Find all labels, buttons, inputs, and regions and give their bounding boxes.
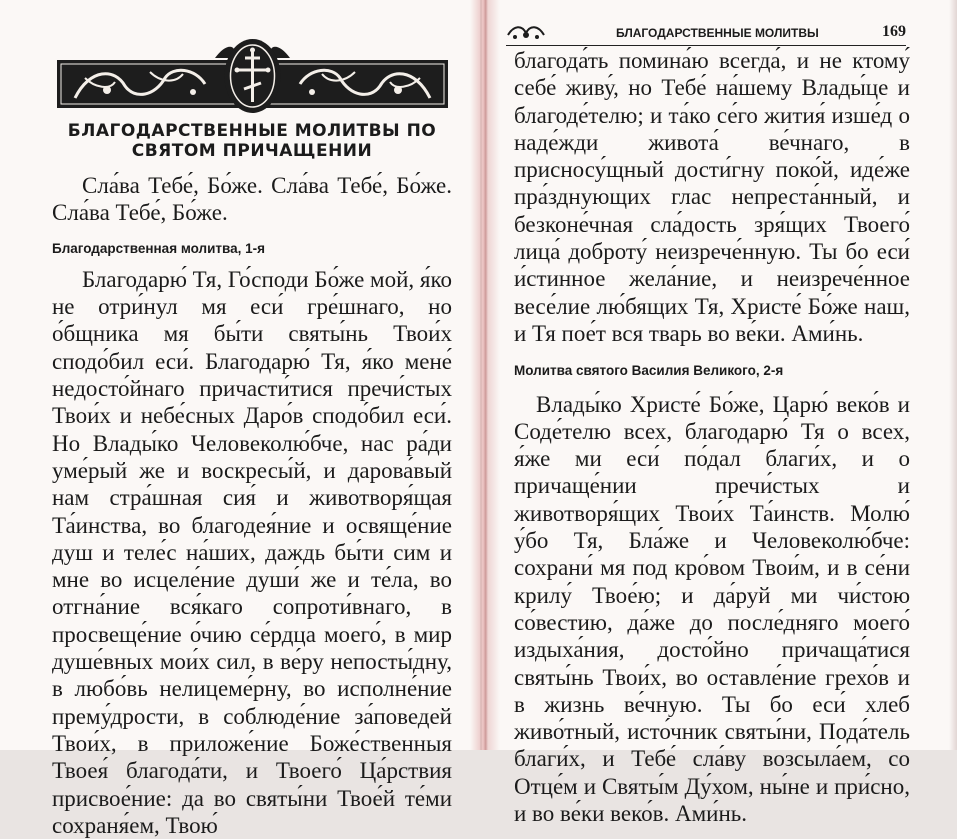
floral-ornament-icon xyxy=(55,38,450,114)
prayer-2-text: Влады́ко Христе́ Бо́же, Царю́ веко́в и Соде́телю всех, благодарю́ Тя о всех, я́же ми еси́ по́дал благи́х, и о причаще́нии пречи́стых и животворя́щих Твои́х Та́инств. Молю́ у́бо Тя, Бла́же и Человеколю́бче: сохрани́ мя под кро́вом Твои́м, и в се́ни крилу́ Твое́ю; и да́руй ми чи́стою со́вестию, да́же до после́дняго моего́ издыха́ния, досто́йно причаща́тися святы́нь Твои́х, во оставле́ние грехо́в и в жизнь ве́чную. Ты бо еси́ хлеб живо́тный, исто́чник святы́ни, Пода́тель благи́х, и Тебе́ сла́ву возсыла́ем, со Отце́м и Святы́м Ду́хом, ны́не и при́сно, и во ве́ки веко́в. Ами́нь. xyxy=(514,391,910,827)
right-page-body xyxy=(514,47,910,827)
left-page-body xyxy=(52,172,452,839)
book-gutter xyxy=(470,0,500,750)
running-header xyxy=(506,25,906,46)
prayer-1-text: Благодарю́ Тя, Го́споди Бо́же мой, я́ко не отри́нул мя еси́ гре́шнаго, но о́бщника мя бы́ти святы́нь Твои́х сподо́бил еси́. Благодарю́ Тя, я́ко мене́ недосто́йнаго причасти́тися пречи́стых Твои́х и небе́сных Даро́в сподо́бил еси́. Но Влады́ко Человеколю́бче, нас ра́ди уме́рый же и воскресы́й, и дарова́вый нам стра́шная сия́ и животворя́щая Та́инства, во благодея́ние и освяще́ние душ и теле́с на́ших, даждь бы́ти сим и мне во исцеле́ние души́ же и те́ла, во отгна́ние вся́каго сопроти́внаго, в просвеще́ние о́чию се́рдца моего́, в мир душе́вных мои́х сил, в ве́ру непосты́дну, в любо́вь нелицеме́рну, во исполне́ние прему́дрости, в соблюде́ние за́поведей Твои́х, в приложе́ние Боже́ственныя Твоея́ благода́ти, и Твоего́ Ца́рствия присвое́ние: да во святы́ни Твое́й те́ми сохраня́ем, Твою́ xyxy=(52,266,452,838)
glory-verse: Сла́ва Тебе́, Бо́же. Сла́ва Тебе́, Бо́же. Сла́ва Тебе́, Бо́же. xyxy=(52,173,452,226)
running-head-title: БЛАГОДАРСТВЕННЫЕ МОЛИТВЫ xyxy=(616,26,819,40)
prayer-1-continuation: благода́ть помина́ю всегда́, и не ктому́ себе́ живу́, но Тебе́ на́шему Влады́це и благоде́телю; и та́ко се́го жития́ изше́д о наде́жди живота́ ве́чнаго, в присносу́щный дости́гну поко́й, иде́же пра́зднующих глас непреста́нный, и безконе́чная сла́дость зря́щих Твоего́ лица́ доброту́ неизрече́нную. Ты бо еси́ и́стинное жела́ние, и неизрече́нное весе́лие лю́бящих Тя, Христе́ Бо́же наш, и Тя пое́т вся тварь во ве́ки. Ами́нь. xyxy=(514,48,910,346)
header-ornament xyxy=(55,38,450,114)
page-edge xyxy=(949,0,957,750)
prayer-2-title: Молитва святого Василия Великого, 2-я xyxy=(514,363,784,379)
floral-ornament-icon xyxy=(506,23,546,43)
chapter-heading: БЛАГОДАРСТВЕННЫЕ МОЛИТВЫ ПО СВЯТОМ ПРИЧАЩЕНИИ xyxy=(67,121,437,161)
prayer-1-title: Благодарственная молитва, 1-я xyxy=(52,240,266,256)
page-number: 169 xyxy=(882,23,906,40)
